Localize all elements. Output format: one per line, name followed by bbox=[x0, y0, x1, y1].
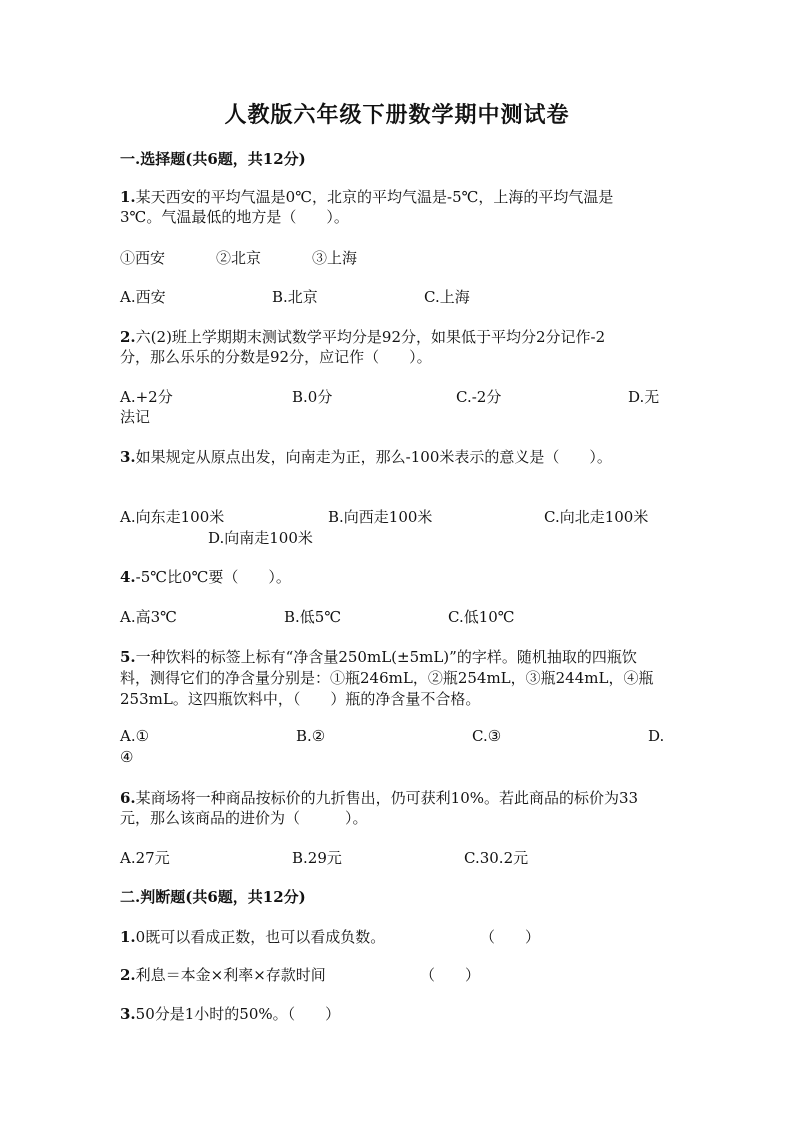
question-3-line-1 bbox=[120, 446, 612, 467]
question-text: 利息＝本金×利率×存款时间 bbox=[135, 966, 326, 984]
option-d: D.无 bbox=[628, 388, 660, 406]
question-text: 某天西安的平均气温是0℃，北京的平均气温是-5℃，上海的平均气温是 bbox=[135, 188, 614, 206]
option-c: C.向北走100米 bbox=[544, 508, 649, 526]
question-1-line-2: 3℃。气温最低的地方是（ ）。 bbox=[120, 208, 349, 226]
choice-item: ③上海 bbox=[312, 249, 358, 267]
choice-item: ②北京 bbox=[216, 249, 262, 267]
judge-2 bbox=[120, 964, 326, 985]
question-text: 六(2)班上学期期末测试数学平均分是92分，如果低于平均分2分记作-2 bbox=[135, 328, 606, 346]
question-6-line-2: 元，那么该商品的进价为（ ）。 bbox=[120, 809, 368, 827]
question-number: 1. bbox=[120, 928, 136, 946]
option-a: A.+2分 bbox=[120, 388, 173, 406]
question-6-line-1 bbox=[120, 787, 638, 808]
question-text: 某商场将一种商品按标价的九折售出，仍可获利10%。若此商品的标价为33 bbox=[135, 789, 639, 807]
option-c: C.上海 bbox=[424, 288, 470, 306]
option-b: B.② bbox=[296, 727, 326, 745]
question-number: 2. bbox=[120, 328, 136, 346]
question-5-line-1 bbox=[120, 646, 637, 667]
option-d-wrap: ④ bbox=[120, 748, 134, 766]
section-heading-judge: 二.判断题(共6题，共12分) bbox=[120, 888, 306, 906]
question-number: 4. bbox=[120, 568, 136, 586]
option-d: D.向南走100米 bbox=[208, 529, 313, 547]
question-text: -5℃比0℃要（ ）。 bbox=[135, 568, 291, 586]
option-c: C.30.2元 bbox=[464, 849, 529, 867]
question-4-line-1 bbox=[120, 566, 291, 587]
question-2-line-2: 分，那么乐乐的分数是92分，应记作（ ）。 bbox=[120, 348, 432, 366]
choice-item: ①西安 bbox=[120, 249, 166, 267]
page-title: 人教版六年级下册数学期中测试卷 bbox=[224, 102, 570, 128]
question-5-line-2: 料，测得它们的净含量分别是：①瓶246mL，②瓶254mL，③瓶244mL，④瓶 bbox=[120, 669, 654, 687]
option-b: B.向西走100米 bbox=[328, 508, 433, 526]
question-number: 5. bbox=[120, 648, 136, 666]
option-a: A.西安 bbox=[120, 288, 166, 306]
question-number: 6. bbox=[120, 789, 136, 807]
question-text: 50分是1小时的50%。（ ） bbox=[135, 1005, 341, 1023]
option-a: A.① bbox=[120, 727, 150, 745]
answer-blank: （ ） bbox=[420, 966, 481, 984]
question-text: 如果规定从原点出发，向南走为正，那么-100米表示的意义是（ ）。 bbox=[135, 448, 612, 466]
section-heading-choice: 一.选择题(共6题，共12分) bbox=[120, 150, 306, 168]
option-c: C.低10℃ bbox=[448, 608, 515, 626]
judge-1 bbox=[120, 926, 385, 947]
question-1-line-1 bbox=[120, 186, 613, 207]
question-text: 一种饮料的标签上标有“净含量250mL(±5mL)”的字样。随机抽取的四瓶饮 bbox=[135, 648, 637, 666]
question-text: 0既可以看成正数，也可以看成负数。 bbox=[135, 928, 386, 946]
question-2-line-1 bbox=[120, 326, 605, 347]
option-b: B.0分 bbox=[292, 388, 333, 406]
option-a: A.27元 bbox=[120, 849, 170, 867]
question-5-line-3: 253mL。这四瓶饮料中，（ ）瓶的净含量不合格。 bbox=[120, 690, 481, 708]
option-a: A.向东走100米 bbox=[120, 508, 225, 526]
option-c: C.③ bbox=[472, 727, 502, 745]
option-d: D. bbox=[648, 727, 665, 745]
option-b: B.低5℃ bbox=[284, 608, 342, 626]
question-number: 3. bbox=[120, 1005, 136, 1023]
question-number: 3. bbox=[120, 448, 136, 466]
option-b: B.29元 bbox=[292, 849, 342, 867]
question-number: 2. bbox=[120, 966, 136, 984]
judge-3 bbox=[120, 1003, 340, 1024]
option-c: C.-2分 bbox=[456, 388, 502, 406]
answer-blank: （ ） bbox=[480, 928, 541, 946]
option-b: B.北京 bbox=[272, 288, 318, 306]
option-d-wrap: 法记 bbox=[120, 408, 151, 426]
option-a: A.高3℃ bbox=[120, 608, 177, 626]
question-number: 1. bbox=[120, 188, 136, 206]
